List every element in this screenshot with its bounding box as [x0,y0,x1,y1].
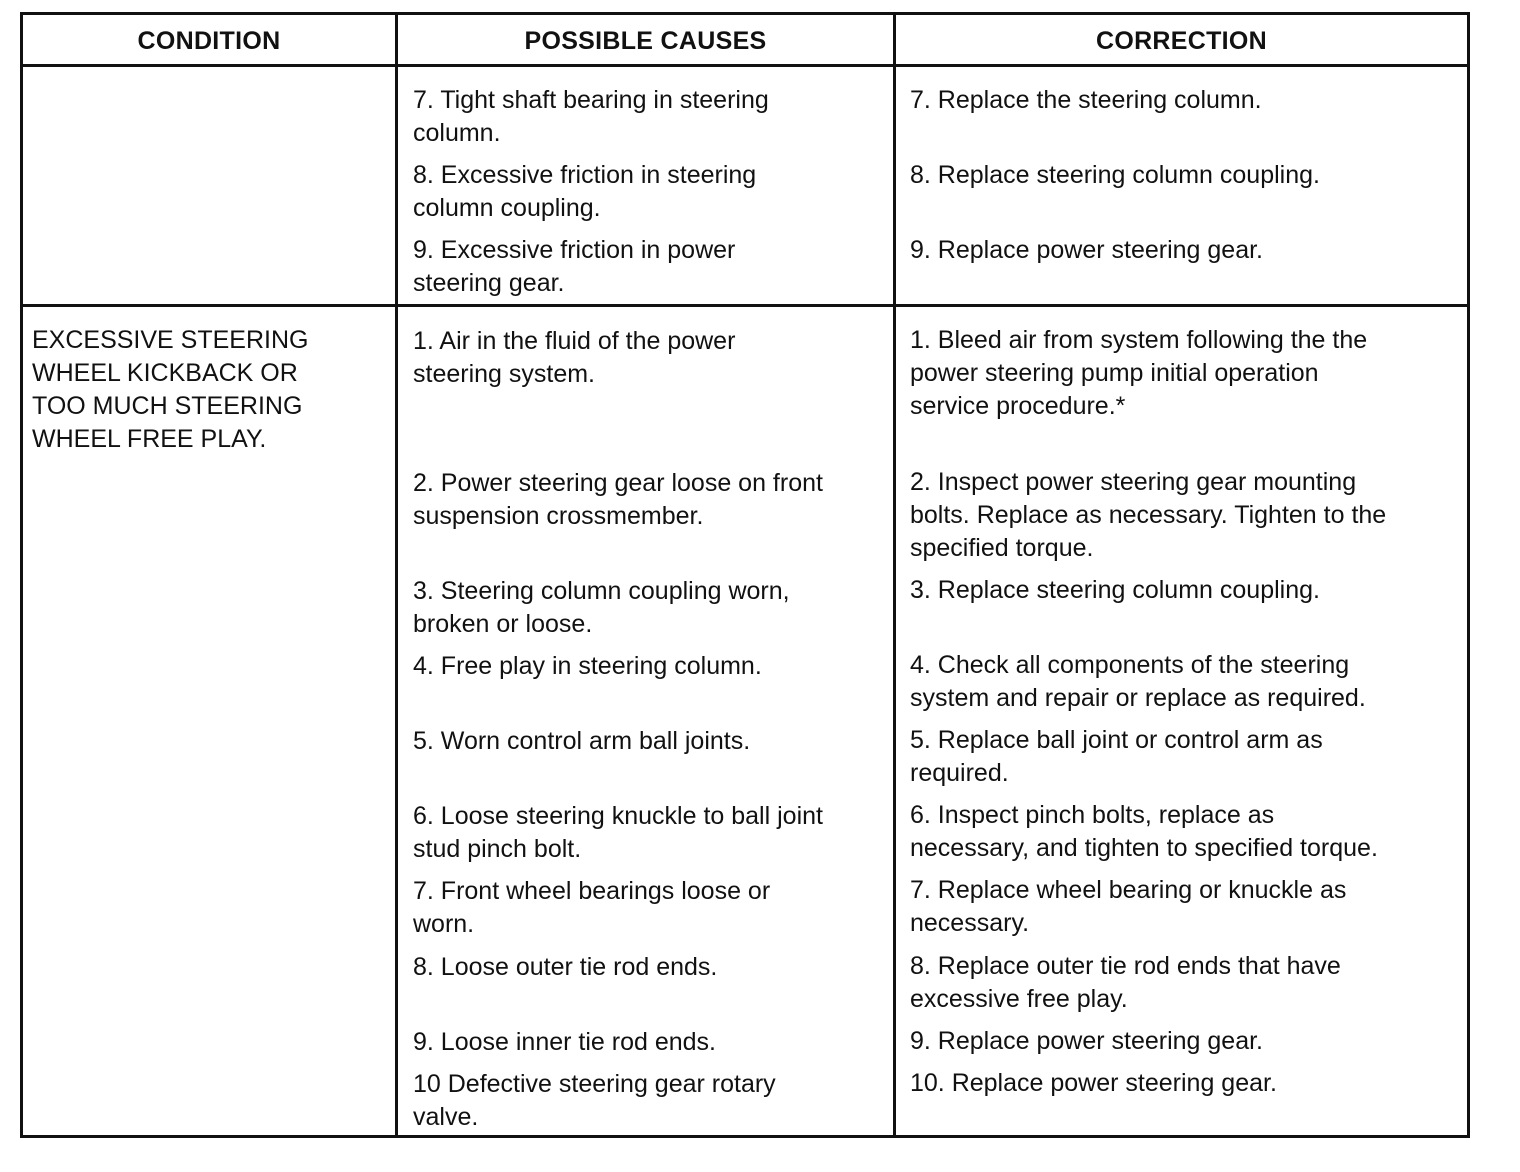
section1-cause-9: 9. Excessive friction in power steering gear. [413,236,736,297]
section2-correction-4: 4. Check all components of the steering system and repair or replace as required. [910,651,1366,712]
column-divider-2 [893,15,896,1135]
header-possible-causes: POSSIBLE CAUSES [524,26,767,55]
section1-correction-8: 8. Replace steering column coupling. [910,161,1320,189]
section2-correction-5: 5. Replace ball joint or control arm as required. [910,726,1323,787]
section2-correction-6: 6. Inspect pinch bolts, replace as necessary, and tighten to specified torque. [910,801,1378,862]
section2-cause-7: 7. Front wheel bearings loose or worn. [413,877,771,938]
section2-cause-8: 8. Loose outer tie rod ends. [413,953,718,981]
section1-cause-7: 7. Tight shaft bearing in steering column. [413,86,769,147]
column-divider-1 [395,15,398,1135]
section2-cause-2: 2. Power steering gear loose on front suspension crossmember. [413,469,823,530]
section1-correction-9: 9. Replace power steering gear. [910,236,1263,264]
section2-cause-4: 4. Free play in steering column. [413,652,762,680]
diagnosis-table [20,12,1470,1138]
section2-correction-10: 10. Replace power steering gear. [910,1069,1277,1097]
section2-cause-1: 1. Air in the fluid of the power steering system. [413,327,736,388]
section2-cause-5: 5. Worn control arm ball joints. [413,727,751,755]
header-correction: CORRECTION [1095,26,1268,55]
section2-correction-2: 2. Inspect power steering gear mounting bolts. Replace as necessary. Tighten to the specified torque. [910,468,1387,562]
section2-correction-8: 8. Replace outer tie rod ends that have excessive free play. [910,952,1341,1013]
section2-condition: EXCESSIVE STEERING WHEEL KICKBACK OR TOO MUCH STEERING WHEEL FREE PLAY. [32,326,309,453]
section2-correction-3: 3. Replace steering column coupling. [910,576,1320,604]
section2-correction-7: 7. Replace wheel bearing or knuckle as necessary. [910,876,1347,937]
section2-correction-9: 9. Replace power steering gear. [910,1027,1263,1055]
section2-correction-1: 1. Bleed air from system following the the power steering pump initial operation service procedure.* [910,326,1368,420]
section1-cause-8: 8. Excessive friction in steering column coupling. [413,161,757,222]
header-condition: CONDITION [137,26,281,55]
section2-cause-9: 9. Loose inner tie rod ends. [413,1028,716,1056]
section2-cause-10: 10 Defective steering gear rotary valve. [413,1070,776,1131]
section2-cause-3: 3. Steering column coupling worn, broken or loose. [413,577,790,638]
section-divider [23,304,1467,307]
section2-cause-6: 6. Loose steering knuckle to ball joint stud pinch bolt. [413,802,823,863]
section1-correction-7: 7. Replace the steering column. [910,86,1262,114]
